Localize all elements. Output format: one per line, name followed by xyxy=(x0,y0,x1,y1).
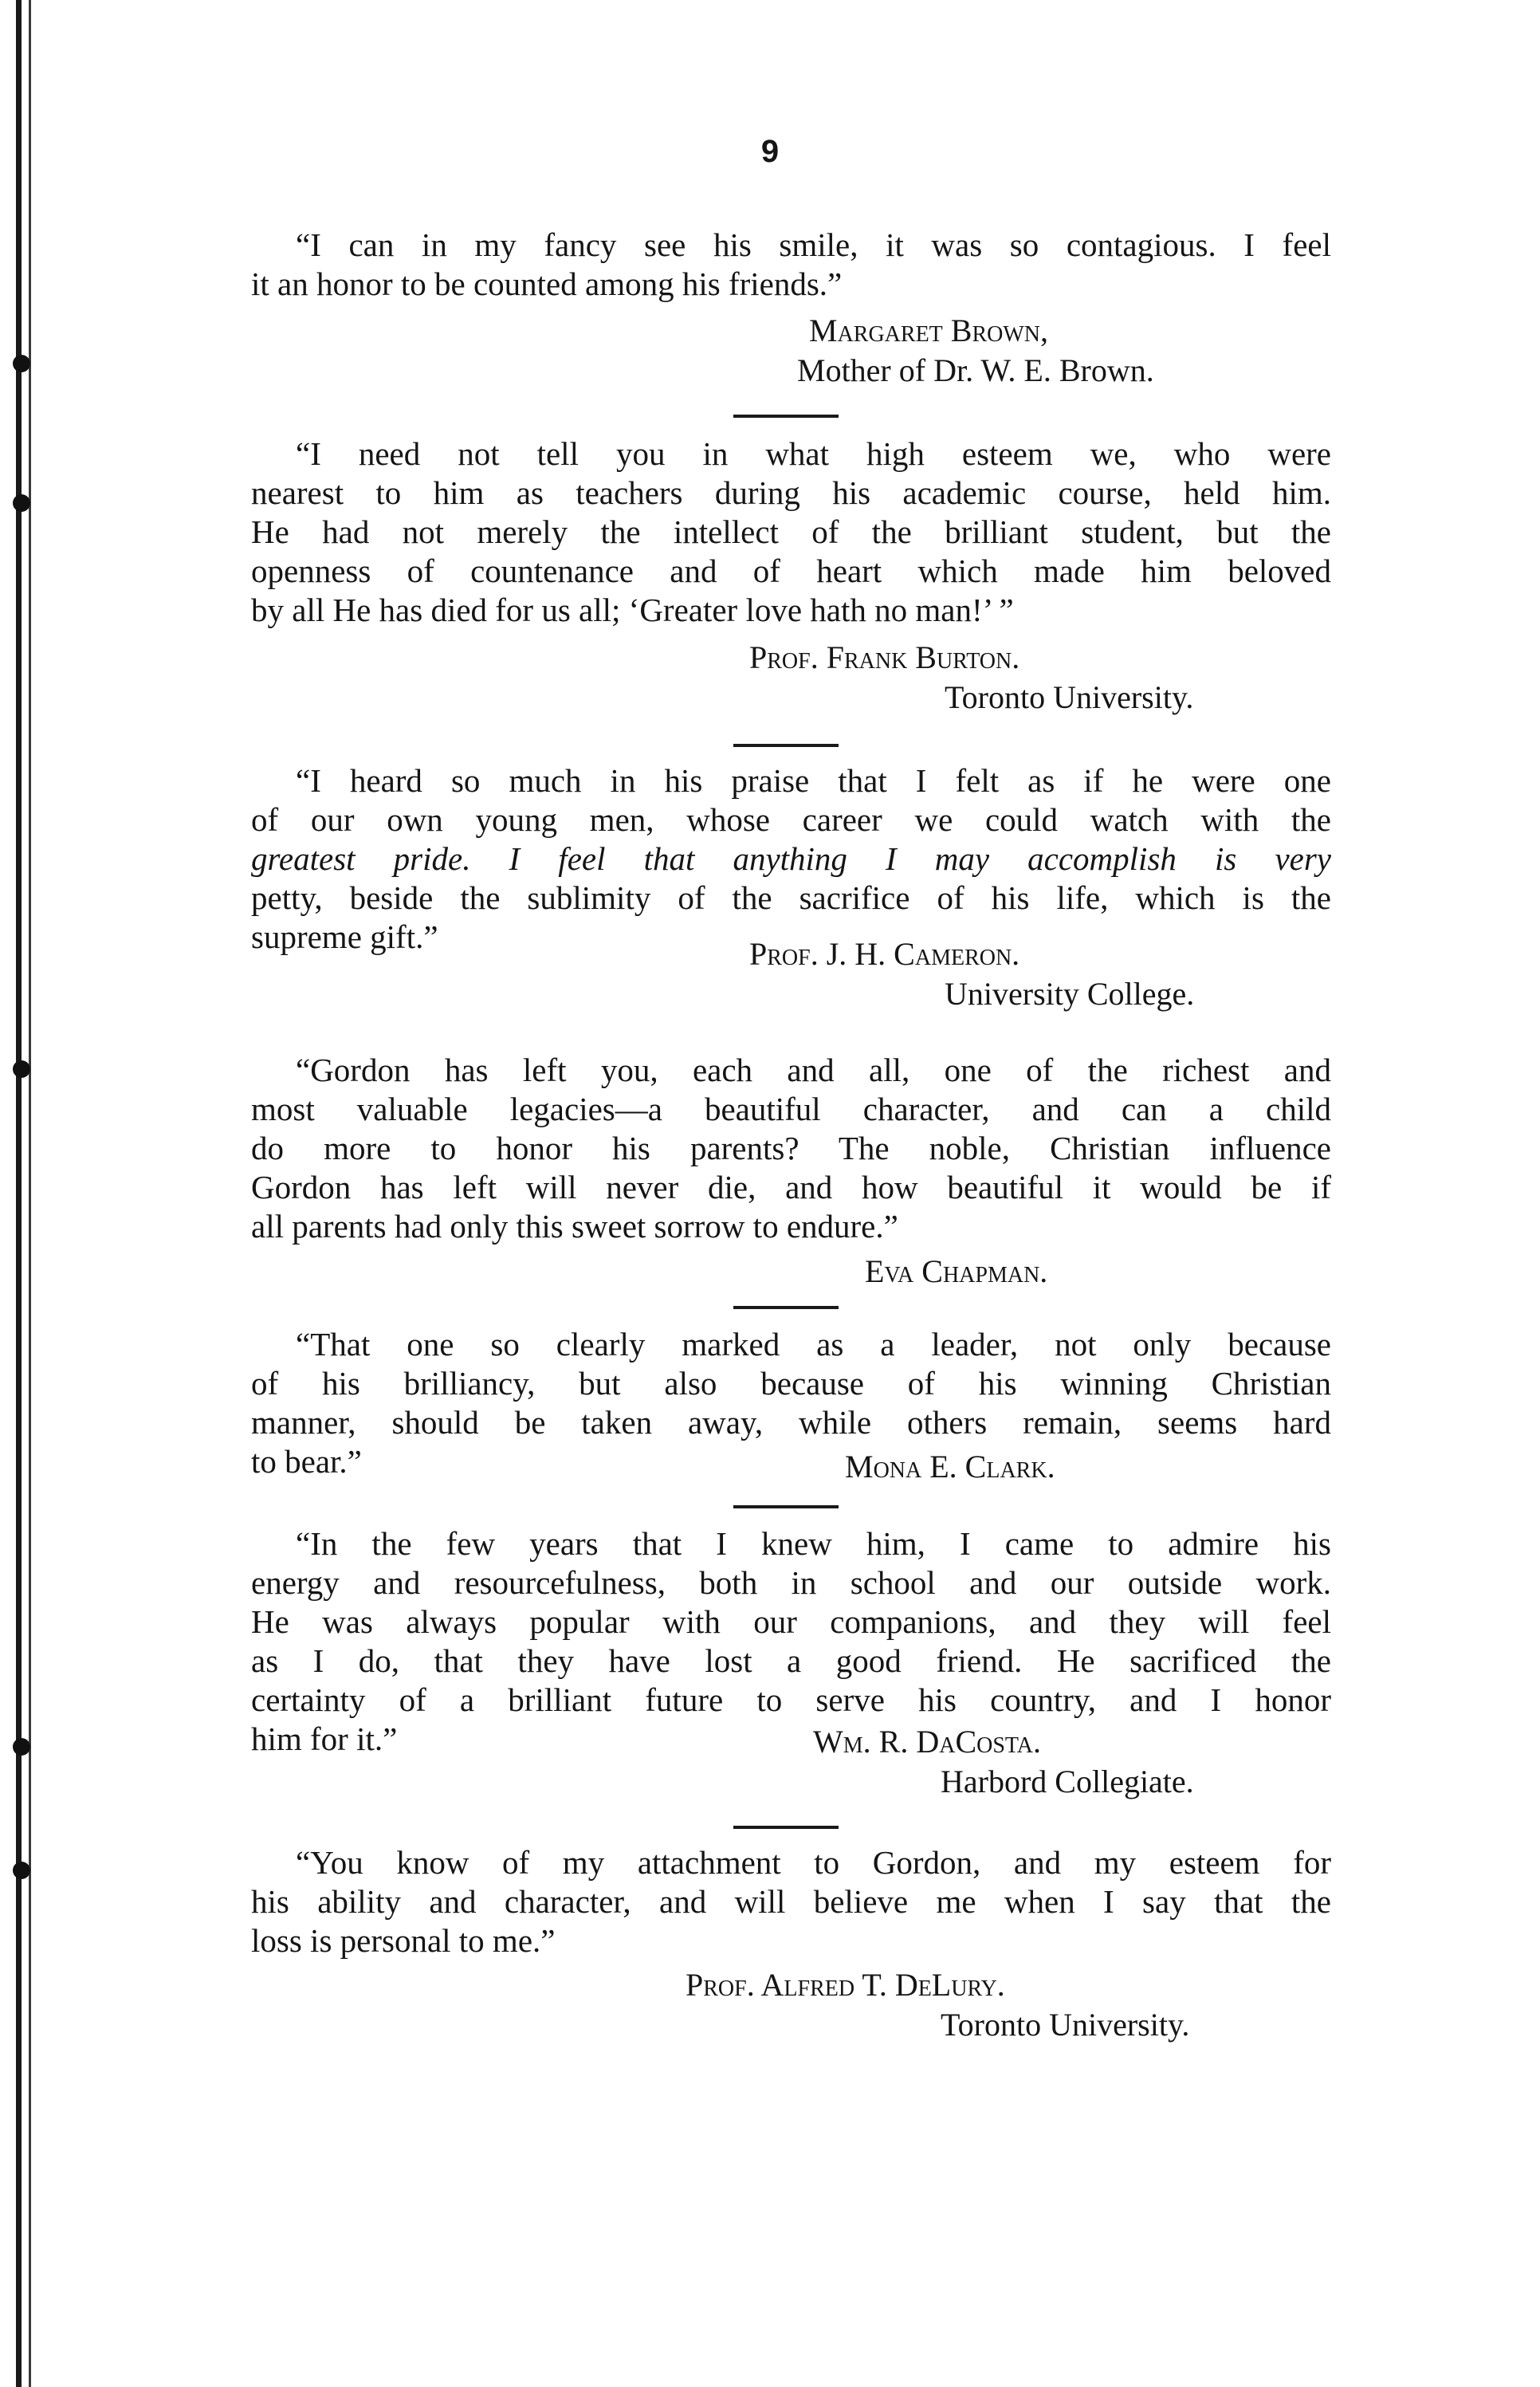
quote-line: of his brilliancy, but also because of his winning Christian xyxy=(251,1365,1331,1402)
binding-edge-inner xyxy=(29,0,31,2387)
quote-line: nearest to him as teachers during his academic course, held him. xyxy=(251,474,1331,511)
page-number: 9 xyxy=(760,134,780,169)
section-divider xyxy=(733,415,839,418)
quote-line: loss is personal to me.” xyxy=(251,1922,556,1959)
tribute-signature: Prof. Alfred T. DeLury. xyxy=(686,1967,1005,2003)
quote-line: all parents had only this sweet sorrow to endure.” xyxy=(251,1208,898,1245)
tribute-quote xyxy=(251,1843,1331,1960)
quote-line: “In the few years that I knew him, I came to admire his xyxy=(296,1525,1331,1562)
section-divider xyxy=(733,1826,839,1829)
binding-mark xyxy=(13,1060,30,1078)
quote-line: as I do, that they have lost a good friend. He sacrificed the xyxy=(251,1642,1331,1679)
binding-mark xyxy=(13,355,30,372)
quote-line: He had not merely the intellect of the brilliant student, but the xyxy=(251,513,1331,550)
quote-line: to bear.” xyxy=(251,1443,362,1480)
quote-line: He was always popular with our companions, and they will feel xyxy=(251,1603,1331,1640)
quote-line xyxy=(251,840,1331,879)
tribute-quote xyxy=(251,1524,1331,1759)
tribute-affiliation: University College. xyxy=(945,976,1195,1012)
quote-line: “I heard so much in his praise that I felt as if he were one xyxy=(296,762,1331,799)
quote-line: manner, should be taken away, while others remain, seems hard xyxy=(251,1404,1331,1441)
section-divider xyxy=(733,1306,839,1309)
quote-line: certainty of a brilliant future to serve his country, and I honor xyxy=(251,1681,1331,1718)
tribute-quote xyxy=(251,1325,1331,1481)
quote-line: of our own young men, whose career we could watch with the xyxy=(251,801,1331,838)
section-divider xyxy=(733,1505,839,1508)
tribute-signature: Prof. Frank Burton. xyxy=(749,639,1020,675)
quote-line: him for it.” xyxy=(251,1720,398,1757)
quote-line: “You know of my attachment to Gordon, and my esteem for xyxy=(296,1844,1331,1881)
quote-line: “I can in my fancy see his smile, it was so contagious. I feel xyxy=(296,226,1331,263)
tribute-affiliation: Toronto University. xyxy=(941,2007,1190,2043)
binding-mark xyxy=(13,1738,30,1756)
tribute-affiliation: Mother of Dr. W. E. Brown. xyxy=(797,352,1154,388)
tribute-signature: Margaret Brown, xyxy=(809,313,1049,348)
tribute-quote xyxy=(251,435,1331,630)
tribute-quote xyxy=(251,1051,1331,1246)
binding-mark xyxy=(13,1862,30,1879)
quote-line: do more to honor his parents? The noble, Christian influence xyxy=(251,1130,1331,1166)
quote-line: by all He has died for us all; ‘Greater love hath no man!’ ” xyxy=(251,592,1014,628)
tribute-affiliation: Toronto University. xyxy=(945,679,1194,715)
quote-line: “I need not tell you in what high esteem we, who were xyxy=(296,435,1331,472)
tribute-signature: Eva Chapman. xyxy=(865,1253,1048,1289)
quote-line: “That one so clearly marked as a leader, not only because xyxy=(296,1326,1331,1363)
quote-line: energy and resourcefulness, both in school and our outside work. xyxy=(251,1564,1331,1601)
quote-line: it an honor to be counted among his friends.” xyxy=(251,265,843,302)
quote-line: most valuable legacies—a beautiful character, and can a child xyxy=(251,1091,1331,1127)
binding-mark xyxy=(13,494,30,512)
quote-line: Gordon has left will never die, and how beautiful it would be if xyxy=(251,1169,1331,1205)
quote-line-italic: greatest pride. I feel that anything I may accomplish is very xyxy=(251,840,1331,877)
section-divider xyxy=(733,744,839,747)
tribute-signature: Wm. R. DaCosta. xyxy=(813,1724,1041,1760)
tribute-quote xyxy=(251,761,1331,957)
tribute-affiliation: Harbord Collegiate. xyxy=(941,1764,1194,1799)
quote-line: his ability and character, and will believe me when I say that the xyxy=(251,1883,1331,1920)
quote-line: petty, beside the sublimity of the sacrifice of his life, which is the xyxy=(251,879,1331,916)
tribute-quote xyxy=(251,226,1331,304)
quote-line: supreme gift.” xyxy=(251,918,438,955)
tribute-signature: Prof. J. H. Cameron. xyxy=(749,936,1020,972)
quote-line: “Gordon has left you, each and all, one of the richest and xyxy=(296,1052,1331,1088)
quote-line: openness of countenance and of heart which made him beloved xyxy=(251,553,1331,589)
tribute-signature: Mona E. Clark. xyxy=(845,1449,1055,1485)
